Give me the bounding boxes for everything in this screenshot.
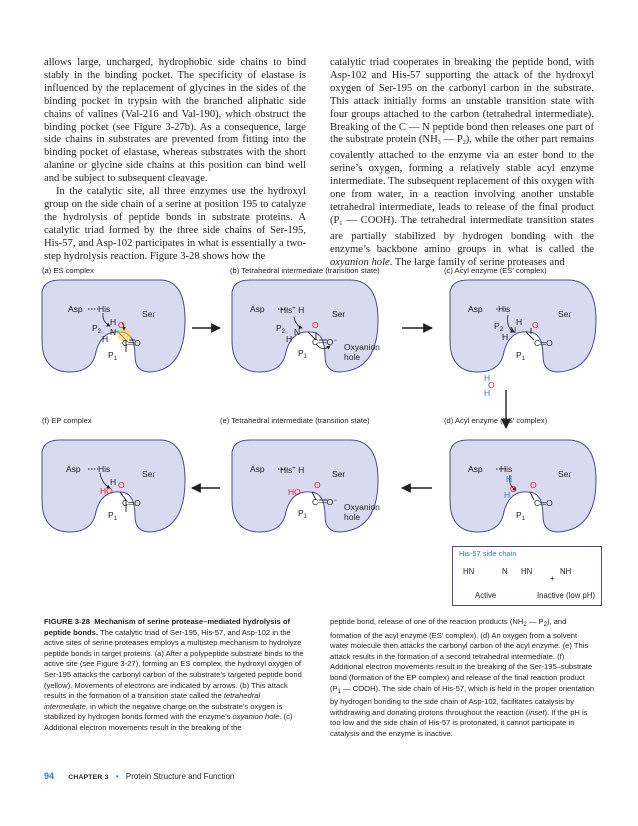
figure-caption-right: peptide bond, release of one of the reaction products ($NH_2$ — $P_2$), and formation of the acyl enzyme (ES′ complex). (d) An oxygen from a solvent water molecule then attacks the carbonyl carbon of the acyl enzyme. (e) This attack results in the formation of a second tetrahedral intermediate. (f) Additional electron movements result in the breaking of the Ser-195–substrate bond (formation of the EP complex) and release of the final reaction product ($P_1$ — COOH). The side chain of His-57, which is held in the proper orientation by hydrogen bonding to the side chain of Asp-102, facilitates catalysis by withdrawing and donating protons throughout the reaction (inset). If the pH is too low and the side chain of His-57 is protonated, it cannot participate in catalysis and the enzyme is inactive. xyxy=(330,617,595,738)
panel-label-e: (e) Tetrahedral intermediate (transition state) xyxy=(220,416,370,425)
his-label: His xyxy=(498,304,511,314)
inset-title: His-57 side chain xyxy=(459,549,517,558)
paragraph: In the catalytic site, all three enzymes use the hydroxyl group on the side chain of a serine at position 195 to catalyze the hydrolysis of peptide bonds in substrate proteins. A catalytic triad formed by the three side chains of Ser-195, His-57, and Asp-102 participates in what is essentially a two-step hydrolysis reaction. Figure 3-28 shows how the xyxy=(44,186,306,262)
carbonyl-c: C═O xyxy=(122,338,141,348)
product-carbonyl: C═O xyxy=(122,498,141,508)
ser-label: Ser xyxy=(558,309,572,319)
ser-label: Ser xyxy=(332,309,346,319)
asp-label: Asp xyxy=(68,304,83,314)
ser-label: Ser xyxy=(332,469,346,479)
acyl-carbonyl: C═O xyxy=(534,338,553,348)
his-label: His xyxy=(98,304,111,314)
asp-label: Asp xyxy=(66,464,81,474)
paragraph: allows large, uncharged, hydrophobic side chains to bind stably in the binding pocket. The specificity of elastase is influenced by the replacement of glycines in the sides of the binding pocket in trypsin with the branched aliphatic side chains of valines (Val-216 and Val-190), which obstruct the binding pocket (see Figure 3-27b). As a consequence, large side chains in substrates are prevented from fitting into the binding pocket of elastase, whereas substrates with the short alanine or glycine side chains at this position can bind well and be subject to subsequent cleavage. xyxy=(44,57,306,185)
page-footer xyxy=(44,771,234,781)
page-number: 94 xyxy=(44,771,55,781)
panel-label-a: (a) ES complex xyxy=(42,266,94,275)
serine-oxygen: O xyxy=(532,320,539,330)
serine-oxygen: O xyxy=(118,320,125,330)
his-57-inset xyxy=(452,546,602,606)
amine-n: N xyxy=(510,325,517,335)
panel-label-d: (d) Acyl enzyme (ES′ complex) xyxy=(444,416,548,425)
caption-figure-number: FIGURE 3-28 xyxy=(44,617,90,626)
figure-3-28 xyxy=(40,260,602,612)
p1-label: $P_1$ xyxy=(298,348,308,360)
water-oxygen: O xyxy=(510,484,517,494)
p1-label: $P_1$ xyxy=(108,510,118,522)
panel-label-c: (c) Acyl enzyme (ES′ complex) xyxy=(444,266,547,275)
his-label: His xyxy=(98,464,111,474)
amide-n: N xyxy=(294,327,301,337)
asp-label: Asp xyxy=(250,464,265,474)
his-plus-label: His+ H xyxy=(280,465,305,475)
transferred-h: H xyxy=(516,317,523,327)
paragraph: catalytic triad cooperates in breaking the peptide bond, with Asp-102 and His-57 supporting the attack of the hydroxyl oxygen of Ser-195 on the carbonyl carbon in the substrate. This attack initially forms an unstable transition state with four groups attached to the carbon (tetrahedral intermediate). Breaking of the C — N peptide bond then releases one part of the substrate protein ($NH_3$ — $P_2$), while the other part remains covalently attached to the enzyme via an ester bond to the serine’s oxygen, forming a relatively stable acyl enzyme intermediate. The subsequent replacement of this oxygen with one from water, in a reaction involving another unstable tetrahedral intermediate, leads to release of the final product ($P_1$ — COOH). The tetrahedral intermediate transition states are partially stabilized by hydrogen bonding with the enzyme’s backbone amino groups in what is called the oxyanion hole. The large family of serine proteases and xyxy=(330,57,595,268)
panel-label-f: (f) EP complex xyxy=(42,416,92,425)
ser-label: Ser xyxy=(558,469,572,479)
asp-label: Asp xyxy=(468,304,483,314)
asp-label: Asp xyxy=(468,464,483,474)
his-plus-label: His+ H xyxy=(280,305,305,315)
serine-oxygen: O xyxy=(312,320,319,330)
p2-label: $P_2$ xyxy=(494,321,504,333)
serine-oxygen: O xyxy=(530,480,537,490)
ring-hn-inactive: HN xyxy=(521,567,533,576)
water-h-top: H xyxy=(506,474,513,484)
hydroxyl-ho: HO xyxy=(288,487,301,497)
water-h1: H xyxy=(484,373,491,383)
tetrahedral-c: C—O− xyxy=(312,497,337,507)
his-label: His xyxy=(500,464,513,474)
serine-oxygen: O xyxy=(118,480,125,490)
hydroxyl-ho: HO xyxy=(100,486,113,496)
amine-h: H xyxy=(502,332,509,342)
body-column-left xyxy=(44,57,306,264)
chapter-label: CHAPTER 3 xyxy=(68,774,109,781)
water-h-bottom: H xyxy=(504,490,511,500)
panel-label-b: (b) Tetrahedral intermediate (transition state) xyxy=(230,266,380,275)
amide-n: N xyxy=(110,327,117,337)
amide-h: H xyxy=(102,334,109,344)
ring-n-active: N xyxy=(502,567,508,576)
p1-label: $P_1$ xyxy=(516,350,526,362)
tetrahedral-c: C—O− xyxy=(312,337,337,347)
asp-label: Asp xyxy=(250,304,265,314)
ser-label: Ser xyxy=(142,469,156,479)
caption-heading: Mechanism of serine protease–mediated hydrolysis of peptide bonds. xyxy=(44,617,291,637)
p1-label: $P_1$ xyxy=(516,510,526,522)
inactive-label: Inactive (low pH) xyxy=(537,591,596,600)
ring-nh-inactive: NH xyxy=(560,567,572,576)
serine-oxygen: O xyxy=(314,480,321,490)
footer-separator: • xyxy=(115,772,119,781)
chapter-title: Protein Structure and Function xyxy=(125,772,235,781)
amide-h: H xyxy=(286,334,293,344)
figure-caption-left: FIGURE 3-28 Mechanism of serine protease–mediated hydrolysis of peptide bonds. The catalytic triad of Ser-195, His-57, and Asp-102 in the active sites of serine proteases employs a multistep mechanism to hydrolyze peptide bonds in target proteins. (a) After a polypeptide substrate binds to the active site (see Figure 3-27), forming an ES complex, the hydroxyl oxygen of Ser-195 attacks the carbonyl carbon of the substrate’s targeted peptide bond (yellow). Movements of electrons are indicated by arrows. (b) This attack results in the formation of a transition state called the tetrahedral intermediate, in which the negative charge on the substrate’s oxygen is stabilized by hydrogen bonds formed with the enzyme’s oxyanion hole. (c) Additional electron movements result in the breaking of the xyxy=(44,617,304,732)
hydroxyl-h: H xyxy=(110,317,117,327)
water-o: O xyxy=(488,380,495,390)
acyl-carbonyl: C═O xyxy=(534,498,553,508)
p2-label: $P_2$ xyxy=(92,323,102,335)
p1-label: $P_1$ xyxy=(108,350,118,362)
p1-label: $P_1$ xyxy=(298,508,308,520)
ring-hn-active: HN xyxy=(463,567,475,576)
body-column-right xyxy=(330,57,594,270)
oxyanion-hole-label: Oxyanion hole xyxy=(344,502,380,522)
water-h2: H xyxy=(484,388,491,398)
p2-label: $P_2$ xyxy=(276,323,286,335)
active-label: Active xyxy=(475,591,497,600)
ring-plus: + xyxy=(550,574,555,583)
returned-h: H xyxy=(110,477,117,487)
oxyanion-hole-label: Oxyanion hole xyxy=(344,342,380,362)
ser-label: Ser xyxy=(142,309,156,319)
